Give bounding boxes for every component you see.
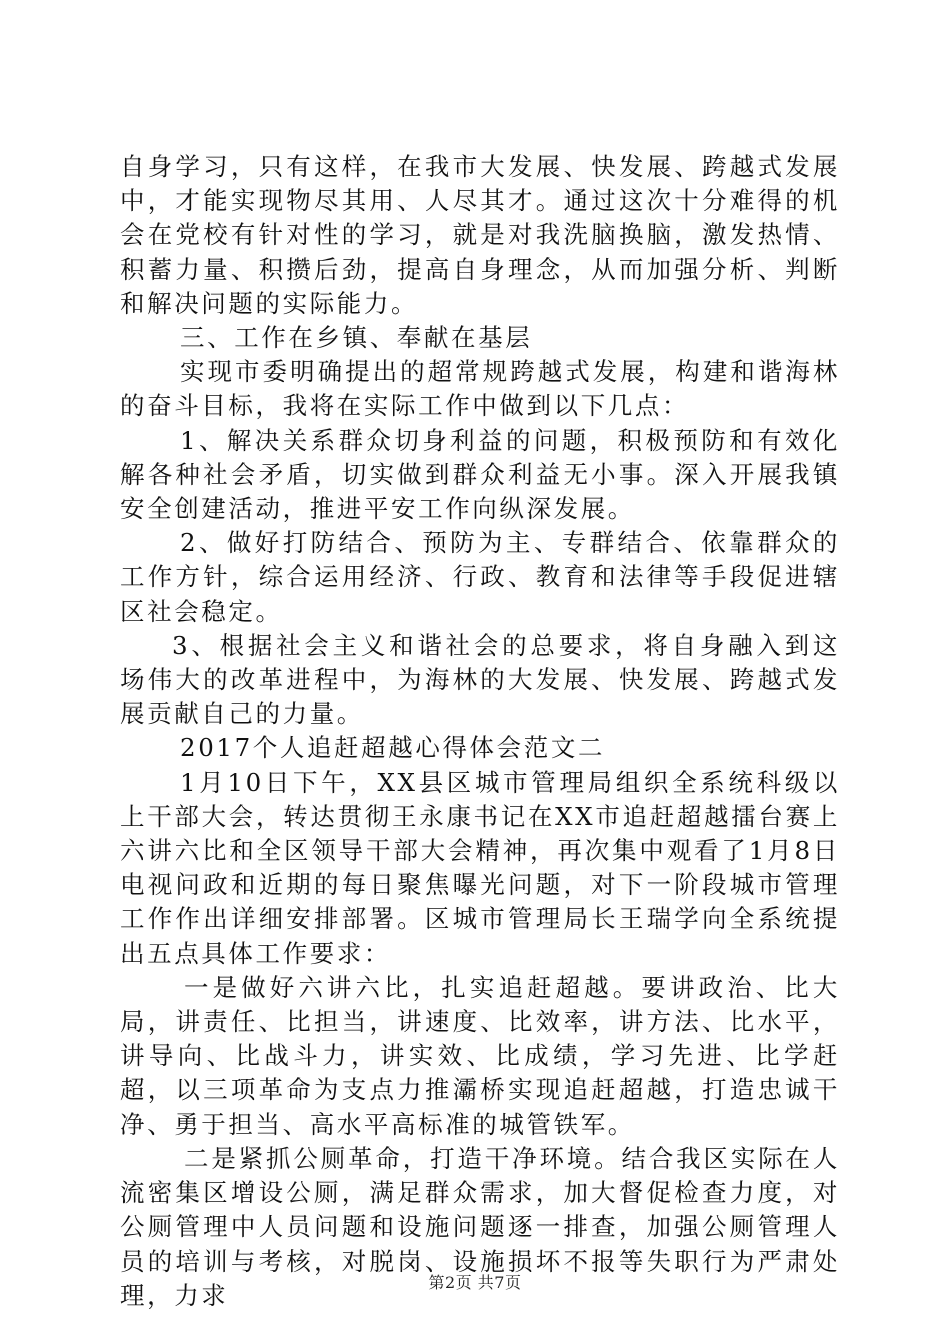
- list-item-1: 1、解决关系群众切身利益的问题，积极预防和有效化解各种社会矛盾，切实做到群众利益无小事。深入开展我镇安全创建活动，推进平安工作向纵深发展。: [120, 425, 840, 524]
- paragraph-meeting: 1月10日下午，XX县区城市管理局组织全系统科级以上干部大会，转达贯彻王永康书记在XX市追赶超越擂台赛上六讲六比和全区领导干部大会精神，再次集中观看了1月8日电视问政和近期的每日聚焦曝光问题，对下一阶段城市管理工作作出详细安排部署。区城市管理局长王瑞学向全系统提出五点具体工作要求：: [120, 767, 840, 968]
- paragraph-point-one: 一是做好六讲六比，扎实追赶超越。要讲政治、比大局，讲责任、比担当，讲速度、比效率，讲方法、比水平，讲导向、比战斗力，讲实效、比成绩，学习先进、比学赶超，以三项革命为支点力推灞桥实现追赶超越，打造忠诚干净、勇于担当、高水平高标准的城管铁军。: [120, 972, 840, 1139]
- list-item-3: 3、根据社会主义和谐社会的总要求，将自身融入到这场伟大的改革进程中，为海林的大发展、快发展、跨越式发展贡献自己的力量。: [120, 630, 840, 729]
- paragraph-point-two: 二是紧抓公厕革命，打造干净环境。结合我区实际在人流密集区增设公厕，满足群众需求，加大督促检查力度，对公厕管理中人员问题和设施问题逐一排查，加强公厕管理人员的培训与考核，对脱岗、设施损坏不报等失职行为严肃处理，力求: [120, 1143, 840, 1310]
- list-item-2: 2、做好打防结合、预防为主、专群结合、依靠群众的工作方针，综合运用经济、行政、教育和法律等手段促进辖区社会稳定。: [120, 528, 840, 626]
- section-heading: 三、工作在乡镇、奉献在基层: [180, 323, 533, 353]
- paragraph-continuation: 自身学习，只有这样，在我市大发展、快发展、跨越式发展中，才能实现物尽其用、人尽其才。通过这次十分难得的机会在党校有针对性的学习，就是对我洗脑换脑，激发热情、积蓄力量、积攒后劲，提高自身理念，从而加强分析、判断和解决问题的实际能力。: [120, 152, 840, 318]
- paragraph-goal: 实现市委明确提出的超常规跨越式发展，构建和谐海林的奋斗目标，我将在实际工作中做到以下几点：: [120, 357, 840, 421]
- page-footer: 第2页 共7页: [428, 1273, 522, 1292]
- article-title: 2017个人追赶超越心得体会范文二: [180, 733, 606, 763]
- document-body: [120, 150, 840, 1313]
